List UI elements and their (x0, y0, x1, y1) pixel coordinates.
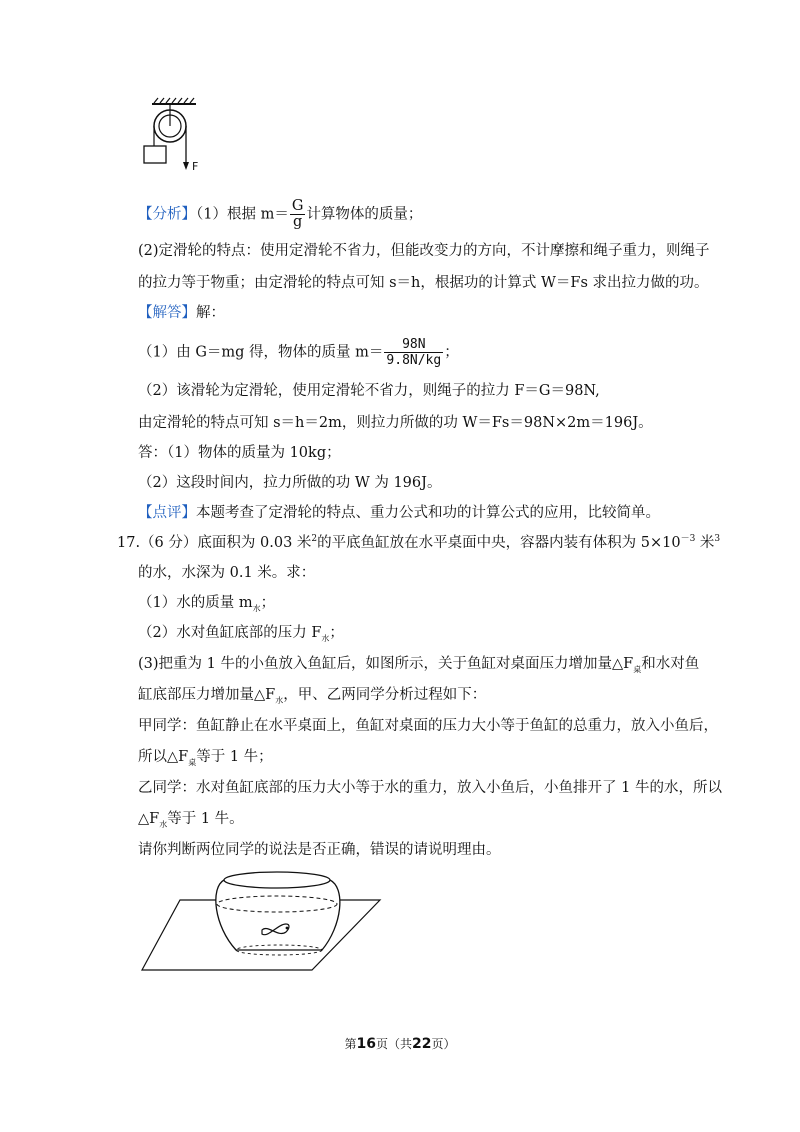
answer-line-2: （2）该滑轮为定滑轮，使用定滑轮不省力，则绳子的拉力 F＝G＝98N, (138, 383, 600, 399)
q17-line-9: 乙同学：水对鱼缸底部的压力大小等于水的重力，放入小鱼后，小鱼排开了 1 牛的水，所以 (138, 780, 722, 796)
pulley-figure (138, 96, 218, 176)
answer-line-4: 答：（1）物体的质量为 10kg； (138, 445, 341, 461)
comment-line: 【点评】本题考查了定滑轮的特点、重力公式和功的计算公式的应用，比较简单。 (138, 505, 660, 521)
q17-line-7: 甲同学：鱼缸静止在水平桌面上，鱼缸对桌面的压力大小等于鱼缸的总重力，放入小鱼后， (138, 718, 718, 734)
analysis-line-3: 的拉力等于物重；由定滑轮的特点可知 s＝h，根据功的计算式 W＝Fs 求出拉力做的功。 (138, 275, 709, 291)
page-number: 16 (356, 1036, 376, 1052)
formula-fraction: $\frac{G}{g}$ (291, 198, 304, 230)
q17-line-1: 17.（6 分）底面积为 0.03 米$^2$的平底鱼缸放在水平桌面中央，容器内装有体积为 $5\times 10^{-3}$ 米$^3$ (117, 534, 721, 551)
q17-line-4: （2）水对鱼缸底部的压力 $F_水$； (138, 625, 344, 643)
q17-line-3: （1）水的质量 $m_水$； (138, 595, 276, 613)
answer-heading: 【解答】解： (138, 305, 225, 321)
fishbowl-figure (140, 866, 400, 976)
q17-line-11: 请你判断两位同学的说法是否正确，错误的请说明理由。 (138, 842, 501, 858)
analysis-line-2: (2)定滑轮的特点：使用定滑轮不省力，但能改变力的方向，不计摩擦和绳子重力，则绳子 (138, 243, 710, 259)
answer-tag: 【解答】 (138, 305, 196, 321)
answer-line-3: 由定滑轮的特点可知 s＝h＝2m，则拉力所做的功 W＝Fs＝98N×2m＝196J。 (138, 415, 653, 431)
force-label: F (192, 160, 199, 173)
answer-line-5: （2）这段时间内，拉力所做的功 W 为 196J。 (138, 475, 442, 491)
q17-line-8: 所以$\triangle F_桌$等于 1 牛； (138, 749, 273, 767)
q17-line-5: (3)把重为 1 牛的小鱼放入鱼缸后，如图所示，关于鱼缸对桌面压力增加量$\triangle F_桌$和水对鱼 (138, 656, 700, 674)
mass-fraction: $\frac{98N}{9.8N/kg}$ (386, 337, 442, 368)
page-footer: 第16页（共22页） (344, 1036, 456, 1052)
analysis-tag: 【分析】 (138, 206, 196, 223)
analysis-line-1: 【分析】（1）根据 m＝ $\frac{G}{g}$ 计算物体的质量； (138, 198, 423, 230)
total-pages: 22 (412, 1036, 432, 1052)
q17-line-2: 的水，水深为 0.1 米。求： (138, 565, 316, 581)
q17-line-6: 缸底部压力增加量$\triangle F_水$，甲、乙两同学分析过程如下： (138, 687, 487, 705)
q17-line-10: $\triangle F_水$等于 1 牛。 (138, 811, 244, 829)
comment-tag: 【点评】 (138, 505, 196, 521)
answer-line-1: （1）由 G＝mg 得，物体的质量 m＝ $\frac{98N}{9.8N/kg}$ ； (138, 337, 459, 368)
